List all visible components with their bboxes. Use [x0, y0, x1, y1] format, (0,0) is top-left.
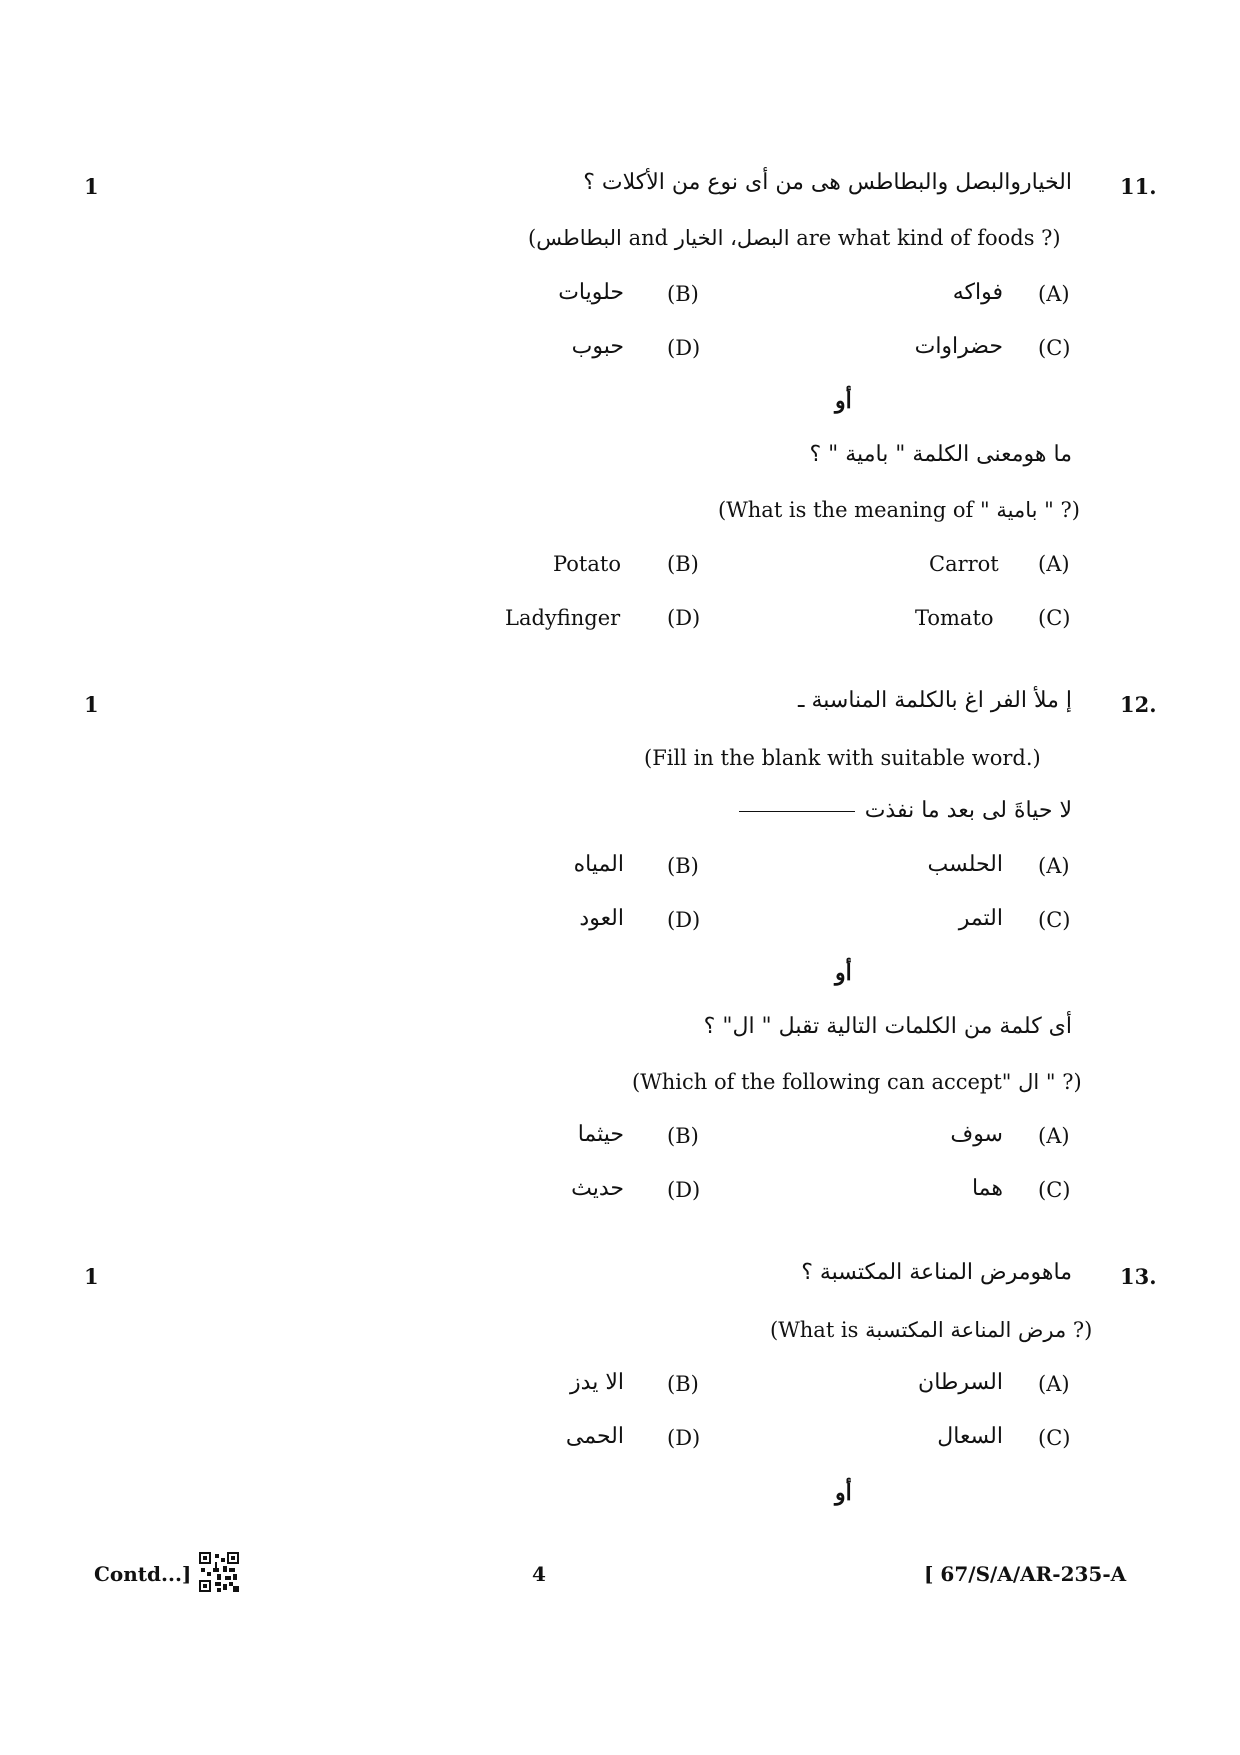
q12-option-a-letter: (A) [1038, 854, 1070, 878]
q13-marks: 1 [84, 1264, 99, 1289]
q13-option-c-letter: (C) [1038, 1426, 1071, 1450]
q11-option-d-text: حبوب [571, 334, 624, 359]
q13-option-a-text: السرطان [918, 1370, 1003, 1395]
q11-alt-option-c-letter: (C) [1038, 606, 1071, 630]
q11-marks: 1 [84, 174, 99, 199]
q11-option-c-text: حضراوات [914, 334, 1003, 359]
q12-blank-line [739, 811, 855, 812]
q12-stem-english: (Fill in the blank with suitable word.) [644, 746, 1041, 770]
q13-option-c-text: السعال [937, 1424, 1003, 1449]
q13-option-b-letter: (B) [667, 1372, 699, 1396]
q11-alt-option-d-text: Ladyfinger [505, 606, 621, 630]
q11-stem-english: (البطاطس and البصل، الخيار are what kind of foods ?) [528, 226, 1061, 250]
q12-option-c-text: التمر [958, 906, 1003, 931]
q11-alt-option-a-text: Carrot [929, 552, 999, 576]
q12-alt-option-a-text: سوف [950, 1122, 1003, 1147]
q12-alt-option-d-letter: (D) [667, 1178, 701, 1202]
q11-alt-option-a-letter: (A) [1038, 552, 1070, 576]
q12-option-a-text: الحلسب [927, 852, 1003, 877]
q12-or-label: أو [835, 960, 852, 986]
q12-alt-option-c-letter: (C) [1038, 1178, 1071, 1202]
page-number: 4 [532, 1562, 546, 1586]
q11-option-b-text: حلويات [558, 280, 624, 305]
q11-option-b-letter: (B) [667, 282, 699, 306]
q12-option-d-text: العود [579, 906, 624, 931]
q11-alt-option-b-text: Potato [553, 552, 621, 576]
q13-option-d-letter: (D) [667, 1426, 701, 1450]
q11-option-a-text: فواكه [952, 280, 1003, 305]
q12-option-c-letter: (C) [1038, 908, 1071, 932]
q13-or-label: أو [835, 1480, 852, 1506]
q12-option-b-letter: (B) [667, 854, 699, 878]
q12-alt-option-a-letter: (A) [1038, 1124, 1070, 1148]
q12-alt-option-c-text: هما [971, 1176, 1003, 1201]
q12-marks: 1 [84, 692, 99, 717]
q12-fill-sentence [739, 798, 1072, 823]
q11-or-label: أو [835, 388, 852, 414]
q12-alt-option-b-text: حيثما [577, 1122, 624, 1147]
q12-option-d-letter: (D) [667, 908, 701, 932]
q12-stem-arabic: إ ملأ الفر اغ بالكلمة المناسبة ـ [798, 688, 1072, 713]
q12-alt-stem-english: (Which of the following can accept" ال " ?) [632, 1070, 1082, 1094]
q13-option-d-text: الحمى [565, 1424, 624, 1449]
q11-option-d-letter: (D) [667, 336, 701, 360]
contd-label: Contd...] [94, 1562, 192, 1586]
q11-stem-arabic: الخياروالبصل والبطاطس هى من أى نوع من الأكلات ؟ [583, 170, 1072, 195]
q12-alt-option-d-text: حديث [571, 1176, 624, 1201]
q11-alt-stem-arabic: ما هومعنى الكلمة " بامية " ؟ [809, 442, 1072, 467]
q13-stem-english: (What is مرض المناعة المكتسبة ?) [770, 1318, 1093, 1342]
q11-option-c-letter: (C) [1038, 336, 1071, 360]
q12-alt-option-b-letter: (B) [667, 1124, 699, 1148]
q13-option-a-letter: (A) [1038, 1372, 1070, 1396]
q12-number: 12. [1120, 692, 1157, 717]
paper-code: [ 67/S/A/AR-235-A [924, 1562, 1127, 1586]
q11-alt-option-d-letter: (D) [667, 606, 701, 630]
q11-alt-option-b-letter: (B) [667, 552, 699, 576]
q11-number: 11. [1120, 174, 1157, 199]
q11-option-a-letter: (A) [1038, 282, 1070, 306]
q11-alt-option-c-text: Tomato [915, 606, 994, 630]
q12-option-b-text: المياه [573, 852, 624, 877]
q11-alt-stem-english: (What is the meaning of " بامية " ?) [718, 498, 1080, 522]
qr-code-icon [199, 1552, 239, 1592]
q12-sentence-text: لا حياةَ لى بعد ما نفذت [864, 798, 1072, 823]
q13-number: 13. [1120, 1264, 1157, 1289]
q13-stem-arabic: ماهومرض المناعة المكتسبة ؟ [801, 1260, 1072, 1285]
q12-alt-stem-arabic: أى كلمة من الكلمات التالية تقبل " ال" ؟ [703, 1014, 1072, 1039]
q13-option-b-text: الا يدز [570, 1370, 624, 1395]
